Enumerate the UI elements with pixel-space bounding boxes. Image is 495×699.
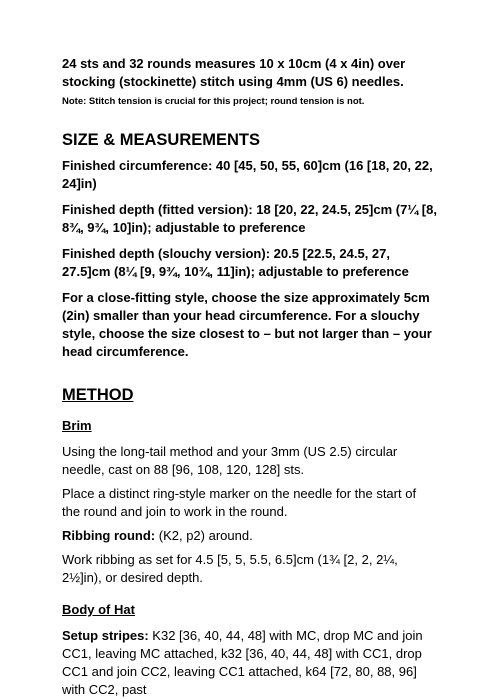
setup-label: Setup stripes:: [62, 628, 149, 643]
size-heading: SIZE & MEASUREMENTS: [62, 131, 261, 149]
setup-text: K32 [36, 40, 44, 48] with MC, drop MC and join CC1, leaving MC attached, k32 [36, 40, 44, 48] with CC1, drop CC1 and join CC2, leaving CC1 attached, k64 [72, 80, 88, 96] with CC2, past: [62, 628, 423, 697]
ribbing-text: (K2, p2) around.: [155, 528, 253, 543]
method-heading: METHOD: [62, 386, 134, 404]
brim-marker: Place a distinct ring-style marker on the needle for the start of the round and join to work in the round.: [62, 486, 417, 519]
tension-note: Note: Stitch tension is crucial for this project; round tension is not.: [62, 96, 365, 107]
ribbing-label: Ribbing round:: [62, 528, 156, 543]
document-content: [62, 55, 437, 699]
tension-paragraph: 24 sts and 32 rounds measures 10 x 10cm (4 x 4in) over stocking (stockinette) stitch using 4mm (US 6) needles.: [62, 56, 406, 89]
brim-heading: Brim: [62, 418, 92, 433]
size-depth-slouchy: Finished depth (slouchy version): 20.5 [22.5, 24.5, 27, 27.5]cm (8¼ [9, 9¾, 10¾, 11]in); adjustable to preference: [62, 246, 409, 279]
size-depth-fitted: Finished depth (fitted version): 18 [20, 22, 24.5, 25]cm (7¼ [8, 8¾, 9¾, 10]in); adjustable to preference: [62, 202, 437, 235]
size-circumference: Finished circumference: 40 [45, 50, 55, 60]cm (16 [18, 20, 22, 24]in): [62, 158, 433, 191]
brim-cast-on: Using the long-tail method and your 3mm (US 2.5) circular needle, cast on 88 [96, 108, 120, 128] sts.: [62, 444, 398, 477]
size-guidance: For a close-fitting style, choose the size approximately 5cm (2in) smaller than your head circumference. For a slouchy style, choose the size closest to – but not larger than – your head circumference.: [62, 290, 432, 359]
body-setup-stripes: [62, 627, 437, 699]
brim-ribbing-depth: Work ribbing as set for 4.5 [5, 5, 5.5, 6.5]cm (1¾ [2, 2, 2¼, 2½]in), or desired depth.: [62, 552, 398, 585]
brim-ribbing-round: [62, 527, 437, 545]
body-heading: Body of Hat: [62, 602, 135, 617]
